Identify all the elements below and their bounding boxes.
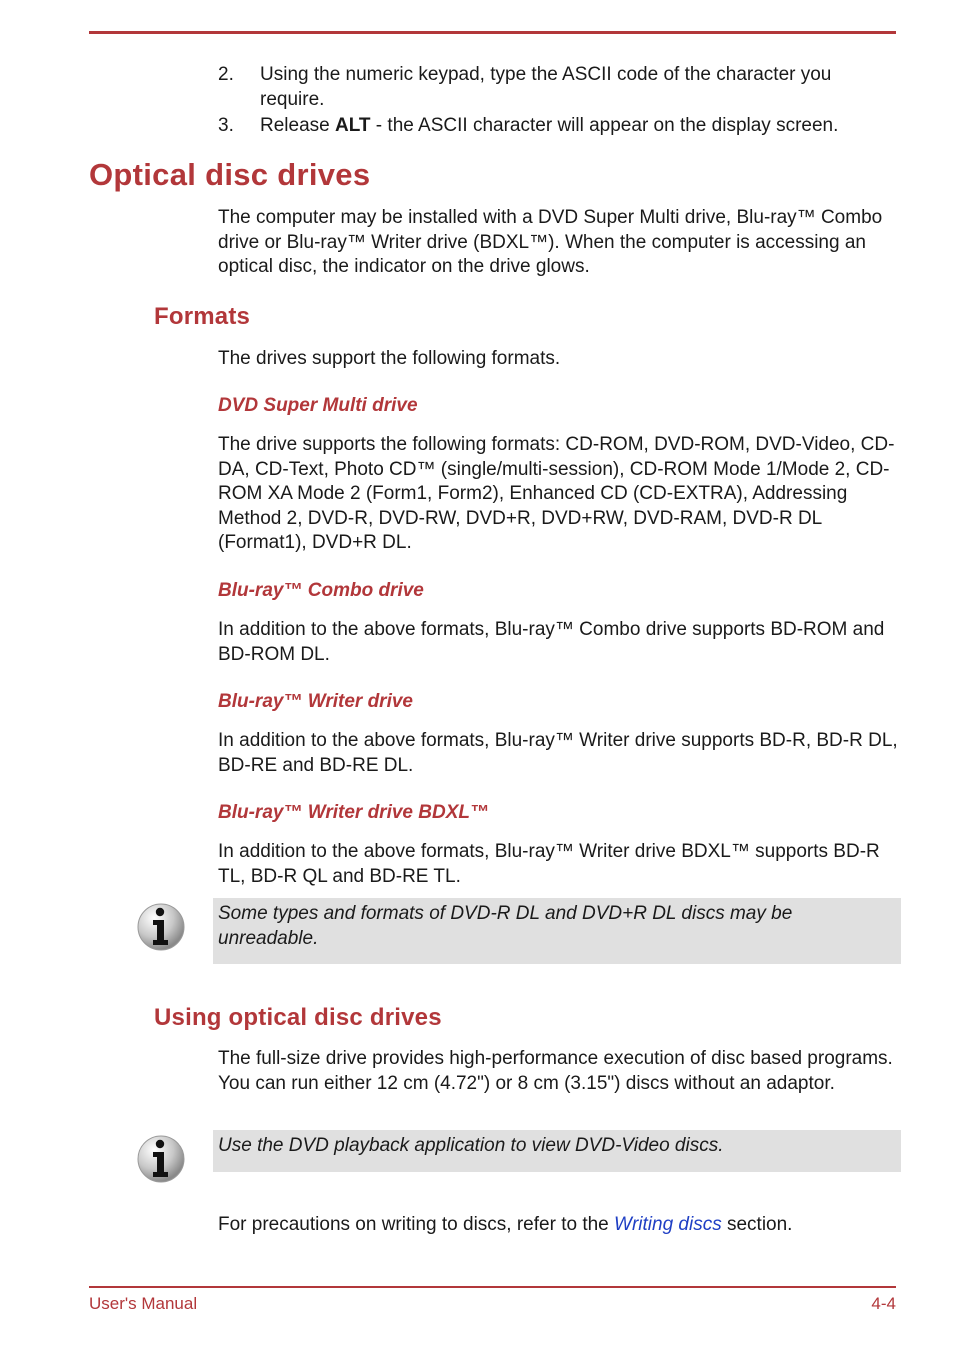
list-text: Release ALT - the ASCII character will appear on the display screen. [260,115,839,136]
header-rule [89,31,896,34]
info-icon [136,902,186,952]
using-heading: Using optical disc drives [154,1004,442,1031]
key-alt: ALT [335,115,371,136]
writer-heading: Blu-ray™ Writer drive [218,691,413,712]
bdxl-heading: Blu-ray™ Writer drive BDXL™ [218,802,489,823]
page-number: 4-4 [871,1294,896,1313]
note-box: Use the DVD playback application to view DVD-Video discs. [213,1130,901,1172]
note-box: Some types and formats of DVD-R DL and DVD+R DL discs may be unreadable. [213,898,901,964]
precaution-paragraph: For precautions on writing to discs, refer to the Writing discs section. [218,1214,793,1235]
info-icon [136,1134,186,1184]
dvd-paragraph: The drive supports the following formats: CD-ROM, DVD-ROM, DVD-Video, CD-DA, CD-Text, Photo CD™ (single/multi-session), CD-ROM Mode 1/Mode 2, CD-ROM XA Mode 2 (Form1, Form2), Enhanced CD (CD-EXTRA), Addressing Method 2, DVD-R, DVD-RW, DVD+R, DVD+RW, DVD-RAM, DVD-R DL (Format1), DVD+R DL. [218,434,895,553]
footer-manual-title: User's Manual [89,1294,198,1313]
dvd-heading: DVD Super Multi drive [218,395,418,416]
using-paragraph: The full-size drive provides high-performance execution of disc based programs. You can run either 12 cm (4.72") or 8 cm (3.15") discs without an adaptor. [218,1048,893,1094]
list-number: 3. [218,115,234,136]
bdxl-paragraph: In addition to the above formats, Blu-ray™ Writer drive BDXL™ supports BD-R TL, BD-R QL and BD-RE TL. [218,841,880,887]
formats-intro: The drives support the following formats. [218,348,561,369]
writer-paragraph: In addition to the above formats, Blu-ray™ Writer drive supports BD-R, BD-R DL, BD-RE and BD-RE DL. [218,730,898,776]
list-number: 2. [218,64,234,85]
list-text: Using the numeric keypad, type the ASCII code of the character you require. [260,64,832,110]
footer-rule [89,1286,896,1288]
intro-paragraph: The computer may be installed with a DVD Super Multi drive, Blu-ray™ Combo drive or Blu-ray™ Writer drive (BDXL™). When the computer is accessing an optical disc, the indicator on the drive glows. [218,207,883,277]
page-title: Optical disc drives [89,157,371,192]
combo-paragraph: In addition to the above formats, Blu-ray™ Combo drive supports BD-ROM and BD-ROM DL. [218,619,885,665]
writing-discs-link[interactable]: Writing discs [614,1214,722,1235]
combo-heading: Blu-ray™ Combo drive [218,580,424,601]
formats-heading: Formats [154,303,251,330]
